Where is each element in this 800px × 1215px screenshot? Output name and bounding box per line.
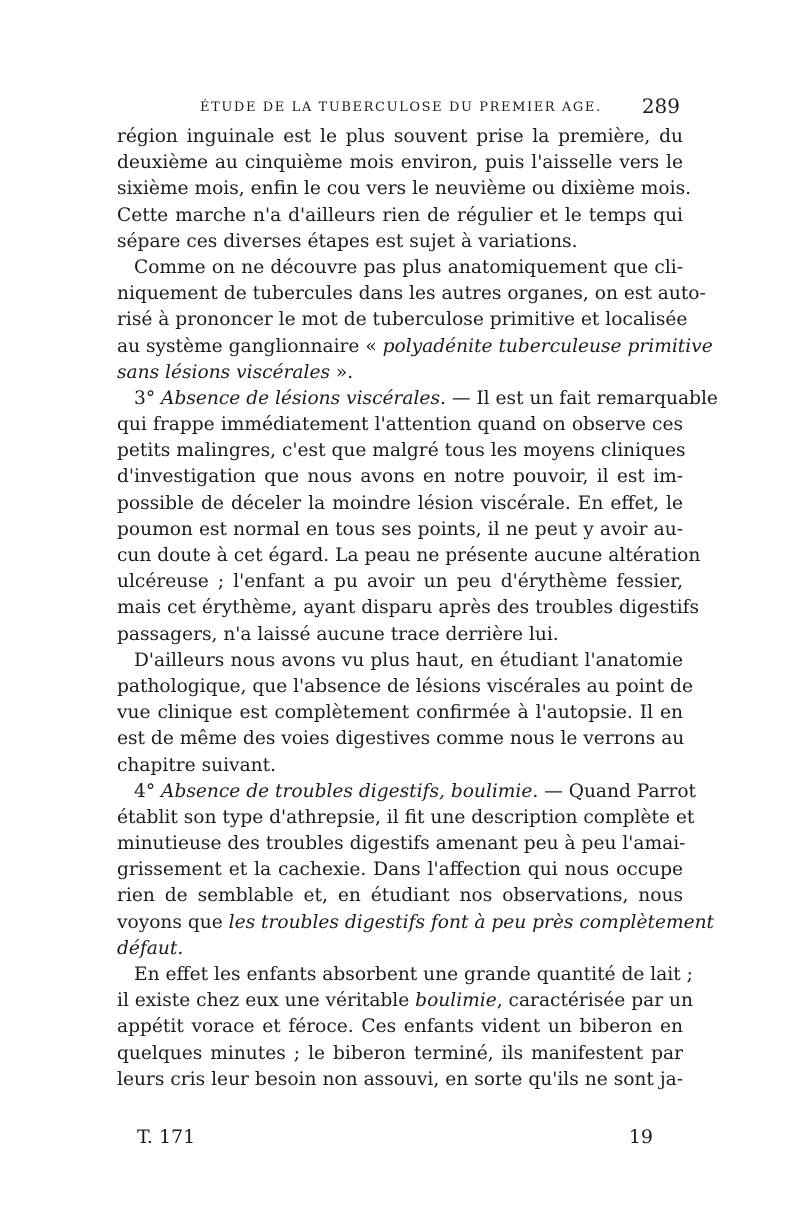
text-run: il existe chez eux une véritable (117, 990, 416, 1012)
section-heading: Absence de troubles digestifs, boulimie. (161, 780, 539, 802)
text-line: Cette marche n'a d'ailleurs rien de régulier et le temps qui (117, 204, 683, 226)
text-line: appétit vorace et féroce. Ces enfants vident un biberon en (117, 1016, 683, 1038)
italic-run: les troubles digestifs font à peu près complètement (228, 911, 715, 933)
text-line: D'ailleurs nous avons vu plus haut, en étudiant l'anatomie (134, 649, 683, 671)
italic-run: polyadénite tuberculeuse primitive (382, 335, 713, 357)
text-run: — Il est un fait remarquable (445, 387, 718, 409)
italic-run: sans lésions viscérales (117, 361, 330, 383)
text-line: poumon est normal en tous ses points, il ne peut y avoir au- (117, 518, 683, 540)
text-line (117, 936, 683, 962)
text-line: vue clinique est complètement confirmée à l'autopsie. Il en (117, 702, 683, 724)
italic-run: défaut (117, 937, 178, 959)
text-run: au système ganglionnaire « (117, 335, 383, 357)
page-body (117, 124, 718, 1093)
text-line: mais cet érythème, ayant disparu après des troubles digestifs (117, 597, 700, 619)
text-run: , caractérisée par un (496, 990, 693, 1012)
signature-number: 19 (628, 1126, 653, 1148)
text-line: quelques minutes ; le biberon terminé, ils manifestent par (117, 1042, 683, 1064)
text-line: deuxième au cinquième mois environ, puis l'aisselle vers le (117, 152, 683, 174)
text-line: risé à prononcer le mot de tuberculose primitive et localisée (117, 309, 688, 331)
text-line: possible de déceler la moindre lésion viscérale. En effet, le (117, 492, 683, 514)
text-line (117, 779, 697, 805)
italic-run: boulimie (415, 990, 497, 1012)
text-line: minutieuse des troubles digestifs amenant peu à peu l'amai- (117, 833, 686, 855)
page-footer (117, 1118, 683, 1148)
signature-mark: T. 171 (137, 1126, 196, 1148)
text-run: voyons que (117, 911, 229, 933)
running-title: ÉTUDE DE LA TUBERCULOSE DU PREMIER AGE. (200, 100, 602, 115)
paragraph (117, 124, 692, 255)
paragraph (117, 779, 715, 962)
text-line (117, 988, 693, 1014)
paragraph (117, 386, 718, 648)
text-line: pathologique, que l'absence de lésions viscérales au point de (117, 675, 693, 697)
text-line: cun doute à cet égard. La peau ne présente aucune altération (117, 545, 701, 566)
paragraph (117, 648, 693, 779)
paragraph (117, 962, 693, 1093)
section-number: 4° (134, 780, 162, 802)
text-run: . (177, 937, 184, 959)
text-line: Comme on ne découvre pas plus anatomiquement que cli- (134, 256, 683, 278)
text-line: région inguinale est le plus souvent prise la première, du (117, 126, 683, 147)
page-number: 289 (641, 94, 680, 118)
text-line (117, 360, 683, 386)
text-line: leurs cris leur besoin non assouvi, en sorte qu'ils ne sont ja- (117, 1068, 683, 1090)
text-line: qui frappe immédiatement l'attention quand on observe ces (117, 414, 683, 436)
text-run: — Quand Parrot (538, 780, 697, 802)
text-line: niquement de tubercules dans les autres organes, on est auto- (117, 283, 706, 305)
text-line: ulcéreuse ; l'enfant a pu avoir un peu d'érythème fessier, (117, 571, 683, 593)
text-line (117, 386, 718, 412)
text-line: En effet les enfants absorbent une grande quantité de lait ; (134, 964, 693, 985)
text-run: ». (330, 361, 354, 383)
section-heading: Absence de lésions viscérales. (161, 387, 446, 409)
text-line: petits malingres, c'est que malgré tous les moyens cliniques (117, 440, 686, 462)
text-line (117, 334, 713, 360)
paragraph (117, 255, 713, 386)
text-line: grissement et la cachexie. Dans l'affection qui nous occupe (117, 859, 683, 881)
text-line: sixième mois, enfin le cou vers le neuvième ou dixième mois. (117, 178, 692, 200)
page-header (115, 96, 685, 122)
text-line: chapitre suivant. (117, 754, 277, 776)
text-line: sépare ces diverses étapes est sujet à variations. (117, 230, 578, 252)
text-line: rien de semblable et, en étudiant nos observations, nous (117, 885, 683, 907)
text-line: d'investigation que nous avons en notre pouvoir, il est im- (117, 466, 683, 488)
text-line: est de même des voies digestives comme nous le verrons au (117, 728, 685, 750)
section-number: 3° (134, 387, 162, 409)
text-line (117, 910, 715, 936)
text-line: passagers, n'a laissé aucune trace derrière lui. (117, 623, 559, 645)
text-line: établit son type d'athrepsie, il fit une description complète et (117, 806, 695, 828)
